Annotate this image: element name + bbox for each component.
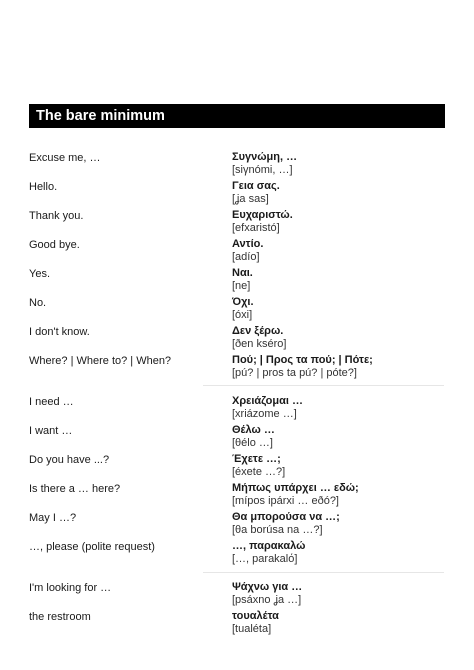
phrase-english: I want … [29,425,73,437]
section-header-bar [29,104,445,128]
phrase-transliteration: [θa borúsa na …?] [232,524,323,536]
phrase-greek: Αντίο. [232,238,264,250]
phrase-greek: …, παρακαλώ [232,540,306,552]
phrase-greek: Ναι. [232,267,253,279]
section-divider [203,572,444,573]
phrase-transliteration: [efxaristó] [232,222,280,234]
phrase-row [29,325,445,354]
section-divider [203,385,444,386]
phrase-english: I don't know. [29,326,90,338]
phrase-row [29,581,445,610]
section-title: The bare minimum [36,108,165,124]
phrase-row [29,267,445,296]
phrase-english: Hello. [29,181,58,193]
phrase-row [29,296,445,325]
phrase-greek: Μήπως υπάρχει … εδώ; [232,482,359,494]
phrase-english: I need … [29,396,74,408]
phrase-transliteration: [psáxno ʝa …] [232,594,302,606]
phrase-row [29,482,445,511]
phrase-row [29,354,445,383]
phrase-english: Yes. [29,268,51,280]
phrase-row [29,151,445,180]
phrase-english: the restroom [29,611,91,623]
phrase-greek: Πού; | Προς τα πού; | Πότε; [232,354,373,366]
phrase-row [29,540,445,569]
phrase-section-looking-for [29,581,445,639]
phrase-greek: Έχετε …; [232,453,281,465]
phrase-transliteration: [mípos ipárxi … eðó?] [232,495,339,507]
phrase-row [29,209,445,238]
phrase-section-requests [29,395,445,569]
phrase-transliteration: […, parakalό] [232,553,298,565]
phrase-greek: Ψάχνω για … [232,581,303,593]
phrase-english: Where? | Where to? | When? [29,355,172,367]
phrase-greek: Χρειάζομαι … [232,395,303,407]
phrase-row [29,511,445,540]
phrase-english: Thank you. [29,210,84,222]
phrase-transliteration: [θélο …] [232,437,273,449]
phrase-greek: τουαλέτα [232,610,279,622]
phrase-greek: Ευχαριστώ. [232,209,293,221]
phrase-transliteration: [pú? | pros ta pú? | póte?] [232,367,357,379]
phrase-transliteration: [ʝa sas] [232,193,269,205]
phrase-transliteration: [adío] [232,251,260,263]
phrase-transliteration: [xriázome …] [232,408,297,420]
phrase-row [29,453,445,482]
phrase-transliteration: [óxi] [232,309,253,321]
phrase-greek: Όχι. [232,296,254,308]
phrase-greek: Γεια σας. [232,180,280,192]
phrase-transliteration: [siγnómi, …] [232,164,293,176]
phrase-greek: Θα μπορούσα να …; [232,511,340,523]
phrase-english: Good bye. [29,239,80,251]
phrase-english: Do you have ...? [29,454,110,466]
phrase-section-basics [29,151,445,383]
phrase-row [29,424,445,453]
phrase-english: No. [29,297,47,309]
phrase-transliteration: [ðen ksérο] [232,338,287,350]
phrase-row [29,180,445,209]
phrase-english: I'm looking for … [29,582,112,594]
phrase-row [29,395,445,424]
phrase-row [29,238,445,267]
phrase-row [29,610,445,639]
phrase-greek: Θέλω … [232,424,275,436]
phrase-english: Is there a … here? [29,483,121,495]
phrase-english: May I …? [29,512,77,524]
phrase-transliteration: [éxete …?] [232,466,286,478]
phrase-transliteration: [tualéta] [232,623,272,635]
phrase-greek: Συγνώμη, … [232,151,298,163]
phrase-english: …, please (polite request) [29,541,155,553]
phrase-english: Excuse me, … [29,152,101,164]
phrase-transliteration: [ne] [232,280,251,292]
phrase-greek: Δεν ξέρω. [232,325,284,337]
